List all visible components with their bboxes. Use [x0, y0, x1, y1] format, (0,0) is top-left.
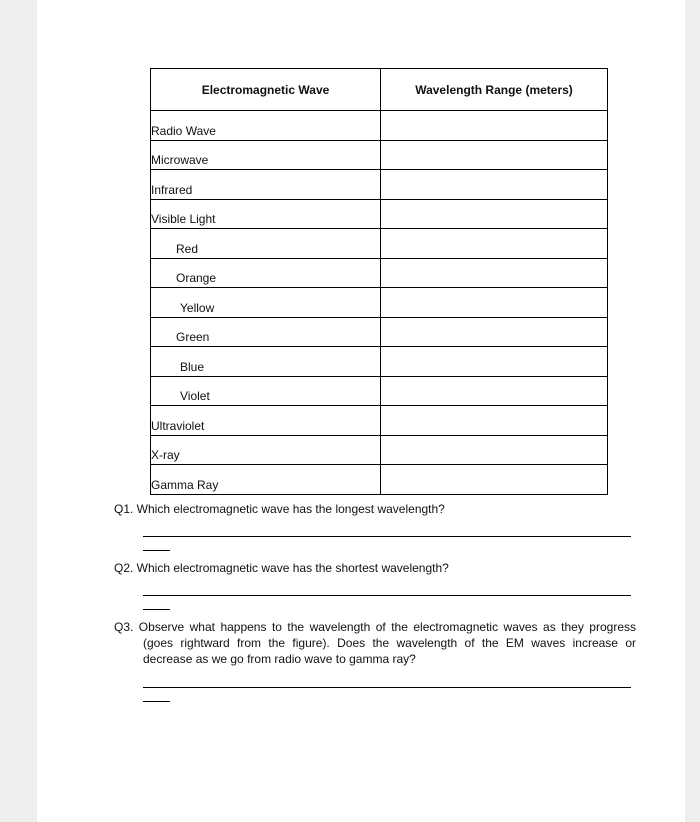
wave-name: Microwave	[151, 140, 381, 170]
wave-name: Blue	[151, 347, 381, 377]
table-row	[151, 229, 608, 259]
wave-name: Green	[151, 317, 381, 347]
wave-name: Radio Wave	[151, 111, 381, 141]
table-row	[151, 258, 608, 288]
wavelength-cell[interactable]	[381, 199, 608, 229]
table-row	[151, 435, 608, 465]
answer-line-q3-continued[interactable]	[143, 701, 170, 702]
table-row	[151, 406, 608, 436]
table-row	[151, 170, 608, 200]
table-row	[151, 288, 608, 318]
question-3: Q3. Observe what happens to the wavelength of the electromagnetic waves as they progress (goes rightward from the figure). Does the wavelength of the EM waves increase or decrease as we go from radio wave to gamma ray?	[114, 620, 636, 666]
wavelength-cell[interactable]	[381, 140, 608, 170]
wavelength-cell[interactable]	[381, 229, 608, 259]
answer-line-q3[interactable]	[143, 687, 631, 688]
answer-line-q2-continued[interactable]	[143, 609, 170, 610]
wavelength-cell[interactable]	[381, 347, 608, 377]
wavelength-cell[interactable]	[381, 435, 608, 465]
wave-name: Ultraviolet	[151, 406, 381, 436]
answer-line-q2[interactable]	[143, 595, 631, 596]
question-2: Q2. Which electromagnetic wave has the shortest wavelength?	[114, 561, 449, 575]
table-header-row	[151, 69, 608, 111]
wave-name: Infrared	[151, 170, 381, 200]
table-row	[151, 317, 608, 347]
wave-name: Gamma Ray	[151, 465, 381, 495]
table-row	[151, 140, 608, 170]
table-row	[151, 199, 608, 229]
header-wavelength-range: Wavelength Range (meters)	[381, 69, 608, 111]
wave-name: Red	[151, 229, 381, 259]
answer-line-q1[interactable]	[143, 536, 631, 537]
em-wave-table	[150, 68, 608, 495]
wave-name: Visible Light	[151, 199, 381, 229]
wave-name: X-ray	[151, 435, 381, 465]
answer-line-q1-continued[interactable]	[143, 550, 170, 551]
wavelength-cell[interactable]	[381, 465, 608, 495]
wavelength-cell[interactable]	[381, 258, 608, 288]
wavelength-cell[interactable]	[381, 111, 608, 141]
table-row	[151, 111, 608, 141]
wavelength-cell[interactable]	[381, 317, 608, 347]
wavelength-cell[interactable]	[381, 288, 608, 318]
header-electromagnetic-wave: Electromagnetic Wave	[151, 69, 381, 111]
table-row	[151, 347, 608, 377]
worksheet-page	[37, 0, 685, 822]
wave-name: Yellow	[151, 288, 381, 318]
wave-name: Violet	[151, 376, 381, 406]
wave-name: Orange	[151, 258, 381, 288]
table-row	[151, 465, 608, 495]
wavelength-cell[interactable]	[381, 170, 608, 200]
wavelength-cell[interactable]	[381, 376, 608, 406]
question-1: Q1. Which electromagnetic wave has the longest wavelength?	[114, 502, 445, 516]
wavelength-cell[interactable]	[381, 406, 608, 436]
table-row	[151, 376, 608, 406]
